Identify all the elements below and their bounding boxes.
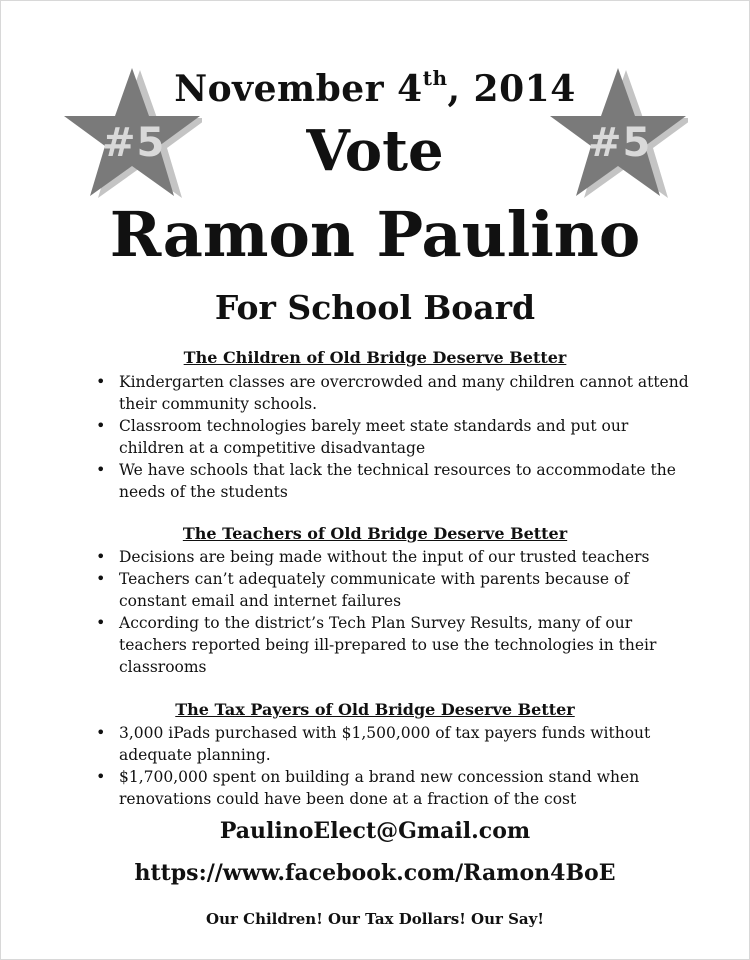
bullet-list-children bbox=[96, 371, 696, 503]
campaign-slogan: Our Children! Our Tax Dollars! Our Say! bbox=[206, 910, 544, 928]
list-item: • We have schools that lack the technical resources to accommodate the needs of the students bbox=[96, 459, 696, 503]
list-item: • Teachers can’t adequately communicate with parents because of constant email and internet failures bbox=[96, 568, 696, 612]
list-item: • $1,700,000 spent on building a brand new concession stand when renovations could have been done at a fraction of the cost bbox=[96, 766, 696, 810]
bullet-list-teachers bbox=[96, 546, 696, 678]
facebook-url: https://www.facebook.com/Ramon4BoE bbox=[134, 860, 616, 886]
date-prefix: November 4 bbox=[174, 68, 423, 110]
candidate-name: Ramon Paulino bbox=[109, 198, 641, 271]
section-title-taxpayers: The Tax Payers of Old Bridge Deserve Better bbox=[175, 700, 575, 719]
vote-heading: Vote bbox=[306, 118, 444, 184]
section-title-teachers: The Teachers of Old Bridge Deserve Better bbox=[182, 524, 568, 543]
list-item: • Classroom technologies barely meet state standards and put our children at a competitive disadvantage bbox=[96, 415, 696, 459]
list-item: • According to the district’s Tech Plan Survey Results, many of our teachers reported being ill-prepared to use the technologies in their classrooms bbox=[96, 612, 696, 678]
date-suffix: , 2014 bbox=[447, 68, 576, 110]
bullet-list-taxpayers bbox=[96, 722, 696, 810]
section-title-children: The Children of Old Bridge Deserve Better bbox=[183, 348, 567, 367]
star-right-label: #5 bbox=[588, 120, 652, 166]
list-item: • Kindergarten classes are overcrowded and many children cannot attend their community schools. bbox=[96, 371, 696, 415]
contact-email: PaulinoElect@Gmail.com bbox=[219, 818, 531, 844]
election-date bbox=[0, 66, 750, 110]
list-item: • 3,000 iPads purchased with $1,500,000 of tax payers funds without adequate planning. bbox=[96, 722, 696, 766]
office-title: For School Board bbox=[214, 288, 536, 327]
list-item: • Decisions are being made without the input of our trusted teachers bbox=[96, 546, 696, 568]
star-left-label: #5 bbox=[102, 120, 166, 166]
date-superscript: th bbox=[422, 66, 448, 90]
